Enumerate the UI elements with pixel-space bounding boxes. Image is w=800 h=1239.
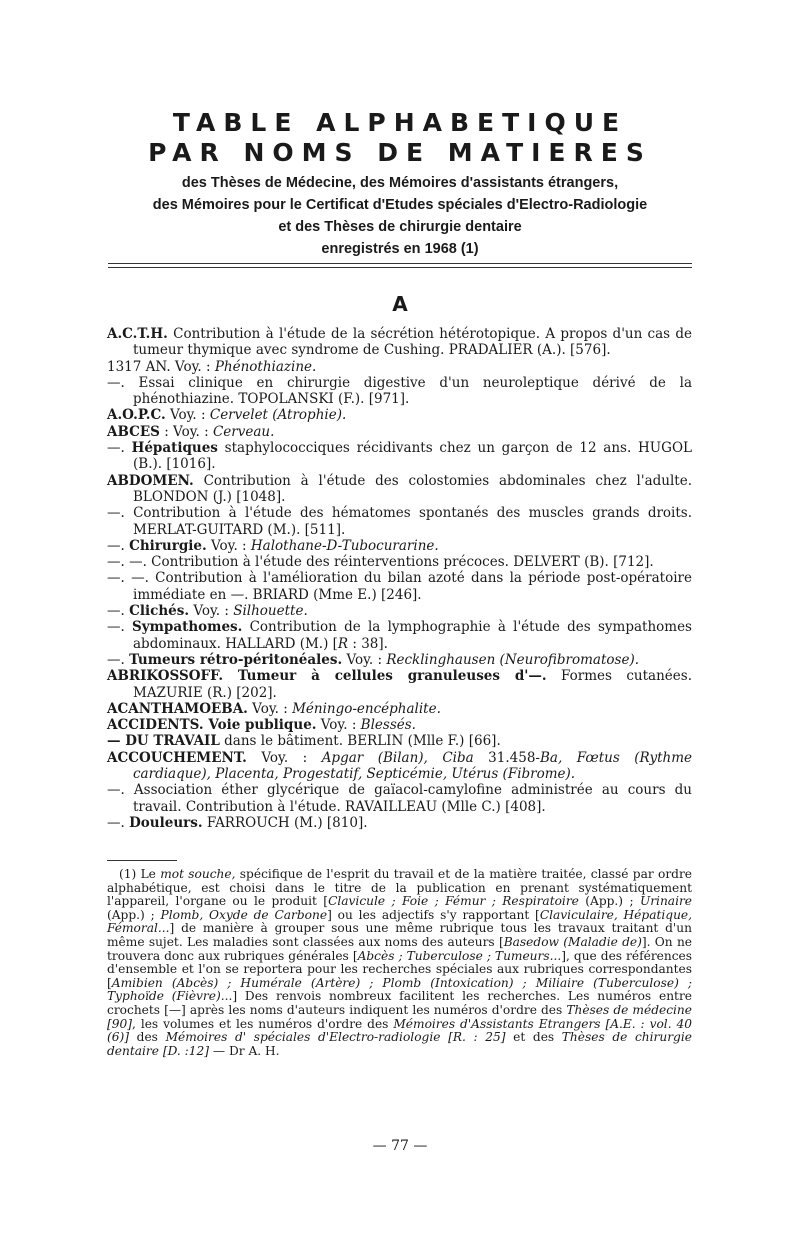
entry-reference: Halothane-D-Tubocurarine. — [250, 537, 439, 554]
entry-reference: Plomb, Oxyde de Carbone — [160, 907, 328, 922]
entry-text: Contribution à l'étude des colostomies abdominales chez l'adulte. BLONDON (J.) [1048]. — [133, 472, 692, 505]
entry-reference: Thèses de médecine [90] — [107, 1002, 692, 1031]
entry-text: ] de manière à grouper sous une même rubrique tous les travaux traitant d'un même sujet. Les maladies sont classées aux noms des auteurs [ — [107, 921, 692, 949]
entry-keyword: Tumeurs rétro-péritonéales. — [129, 651, 343, 668]
subtitle-line: et des Thèses de chirurgie dentaire — [278, 219, 522, 235]
entry-reference: Clavicule ; Foie ; Fémur ; Respiratoire — [328, 894, 579, 909]
index-entry — [107, 782, 692, 815]
entry-reference: Ba, Fœtus (Rythme cardiaque), Placenta, Progestatif, Septicémie, Utérus (Fibrome). — [133, 749, 692, 783]
entry-text: Voy. : — [189, 603, 234, 620]
entry-keyword: ACANTHAMOEBA. — [107, 700, 248, 717]
entry-text: dans le bâtiment. BERLIN (Mlle F.) [66]. — [219, 733, 501, 750]
index-entry — [107, 407, 692, 423]
entry-reference: Silhouette. — [233, 603, 308, 620]
entry-reference: Méningo-encéphalite. — [292, 700, 441, 717]
entry-text: —. — [107, 651, 130, 668]
entry-keyword: ABRIKOSSOFF. Tumeur à cellules granuleuses d'—. — [107, 668, 547, 685]
entry-text: Voy. : — [206, 537, 251, 554]
entry-reference: Amibien (Abcès) ; Humérale (Artère) ; Plomb (Intoxication) ; Miliaire (Tuberculose) ; Typhoïde (Fièvre)... — [107, 975, 692, 1004]
entry-text: (App.) ; — [578, 894, 640, 909]
index-entry — [107, 424, 692, 440]
entry-reference: Cerveau. — [212, 423, 275, 440]
page-number: — 77 — — [372, 1138, 428, 1154]
entry-keyword: Clichés. — [129, 603, 190, 620]
entry-text: —. Essai clinique en chirurgie digestive d'un neuroleptique dérivé de la phénothiazine. TOPOLANSKI (F.). [971]. — [107, 374, 692, 408]
entry-text: ]. On ne trouvera donc aux rubriques générales [ — [107, 934, 693, 963]
entry-reference: Abcès ; Tuberculose ; Tumeurs... — [357, 948, 562, 963]
header-divider — [108, 263, 692, 264]
entry-reference: Blessés. — [360, 717, 416, 734]
entry-text: Voy. : — [246, 749, 322, 766]
entry-text: Voy. : — [342, 651, 387, 668]
entry-text: —. — [107, 537, 130, 554]
subtitle — [100, 172, 700, 260]
entry-keyword: Chirurgie. — [129, 537, 207, 554]
entry-text: staphylococciques récidivants chez un garçon de 12 ans. HUGOL (B.). [1016]. — [133, 440, 692, 473]
title-line-1: TABLE ALPHABETIQUE — [172, 108, 628, 137]
subtitle-line: des Thèses de Médecine, des Mémoires d'assistants étrangers, — [181, 175, 619, 191]
index-entry — [107, 570, 692, 603]
entry-reference: Urinaire — [639, 894, 692, 909]
entry-text: Contribution de la lymphographie à l'étude des sympathomes abdominaux. HALLARD (M.) [ — [133, 619, 692, 652]
entry-text: : Voy. : — [159, 423, 213, 440]
index-entry — [107, 326, 692, 359]
header-divider — [108, 267, 692, 268]
index-entry — [107, 359, 692, 375]
entry-text: —. — [107, 440, 132, 457]
entry-text: —. Association éther glycérique de gaïacol-camylofine administrée au cours du travail. Contribution à l'étude. RAVAILLEAU (Mlle C.) [408]. — [107, 782, 692, 815]
entry-reference: Recklinghausen (Neurofibromatose). — [386, 651, 640, 668]
index-entry — [107, 701, 692, 717]
entry-text: 31.458- — [473, 749, 540, 766]
entry-text: : 38]. — [348, 635, 388, 652]
entry-text: (1) Le — [119, 867, 161, 881]
entry-reference: Cervelet (Atrophie). — [209, 407, 347, 424]
entry-text: ] ou les adjectifs s'y rapportant [ — [327, 907, 540, 922]
entry-reference: mot souche, — [160, 867, 236, 881]
subtitle-line: enregistrés en 1968 (1) — [321, 241, 479, 257]
entry-text: des — [129, 1030, 166, 1045]
entry-text: —. — [107, 814, 130, 831]
entry-text: Voy. : — [316, 717, 361, 734]
index-entry — [107, 538, 692, 554]
index-entry — [107, 375, 692, 408]
entry-text: —. — [107, 619, 133, 636]
index-entry — [107, 652, 692, 668]
entry-text: Contribution à l'étude de la sécrétion hétérotopique. A propos d'un cas de tumeur thymique avec syndrome de Cushing. PRADALIER (A.). [576]. — [133, 326, 692, 359]
footnote-divider — [107, 860, 177, 861]
index-entry — [107, 717, 692, 733]
index-entry — [107, 815, 692, 831]
entry-reference: Apgar (Bilan), Ciba — [321, 749, 474, 766]
entry-text: —. —. Contribution à l'étude des réinterventions précoces. DELVERT (B). [712]. — [107, 554, 654, 571]
subtitle-line: des Mémoires pour le Certificat d'Etudes spéciales d'Electro-Radiologie — [152, 197, 648, 213]
entry-keyword: ABDOMEN. — [107, 472, 194, 489]
index-entries — [107, 326, 692, 831]
entry-text: Voy. : — [165, 407, 210, 424]
title-line-2: PAR NOMS DE MATIERES — [148, 138, 652, 167]
section-letter: A — [392, 292, 408, 316]
entry-reference: Thèses de chirurgie dentaire [D. :12] — [107, 1030, 692, 1058]
entry-keyword: ABCES — [107, 423, 160, 440]
entry-text: 1317 AN. Voy. : — [107, 358, 215, 375]
entry-keyword: A.O.P.C. — [107, 407, 166, 424]
entry-keyword: A.C.T.H. — [107, 326, 168, 342]
index-entry — [107, 473, 692, 506]
index-entry — [107, 668, 692, 701]
entry-keyword: ACCIDENTS. Voie publique. — [107, 717, 317, 734]
entry-keyword: ACCOUCHEMENT. — [107, 749, 247, 766]
index-entry — [107, 750, 692, 783]
index-entry — [107, 505, 692, 538]
index-entry — [107, 603, 692, 619]
entry-text: — Dr A. H. — [209, 1043, 280, 1058]
entry-reference: Phénothiazine. — [214, 358, 317, 375]
entry-keyword: Sympathomes. — [132, 619, 243, 636]
index-entry — [107, 733, 692, 749]
entry-reference: Mémoires d'Assistants Etrangers [A.E. : vol. 40 (6)] — [107, 1016, 692, 1045]
entry-text: Voy. : — [247, 700, 293, 717]
entry-text: et des — [505, 1030, 562, 1045]
entry-text: (App.) ; — [107, 907, 161, 922]
index-entry — [107, 554, 692, 570]
entry-keyword: Douleurs. — [129, 814, 203, 831]
entry-text: —. — [107, 603, 130, 620]
entry-text: ], que des références d'ensemble et l'on se reportera pour les recherches spéciales aux rubriques correspondantes [ — [107, 948, 692, 990]
entry-text: , les volumes et les numéros d'ordre des — [132, 1016, 394, 1031]
entry-text: ] Des renvois nombreux facilitent les recherches. Les numéros entre crochets [—] après les noms d'auteurs indiquent les numéros d'ordre des — [107, 989, 692, 1017]
entry-reference: Claviculaire, Hépatique, Fémoral... — [107, 907, 692, 936]
entry-reference: Mémoires d' spéciales d'Electro-radiologie [R. : 25] — [165, 1030, 506, 1045]
entry-text: —. —. Contribution à l'amélioration du bilan azoté dans la période post-opératoire immédiate en —. BRIARD (Mme E.) [246]. — [107, 570, 692, 603]
entry-keyword: Hépatiques — [131, 440, 218, 457]
entry-text: spécifique de l'esprit du travail et de la matière traitée, classé par ordre alphabétique, est choisi dans le titre de la publication en prenant systématiquement l'appareil, l'organe ou le produit [ — [107, 867, 693, 909]
entry-reference: R — [337, 635, 349, 652]
footnote — [107, 868, 692, 1058]
entry-keyword: — DU TRAVAIL — [107, 733, 220, 750]
entry-text: FARROUCH (M.) [810]. — [202, 814, 368, 831]
entry-text: —. Contribution à l'étude des hématomes spontanés des muscles grands droits. MERLAT-GUITARD (M.). [511]. — [107, 505, 692, 538]
entry-text: Formes cutanées. MAZURIE (R.) [202]. — [133, 668, 692, 701]
entry-reference: Basedow (Maladie de) — [503, 934, 642, 949]
index-entry — [107, 440, 692, 473]
index-entry — [107, 619, 692, 652]
